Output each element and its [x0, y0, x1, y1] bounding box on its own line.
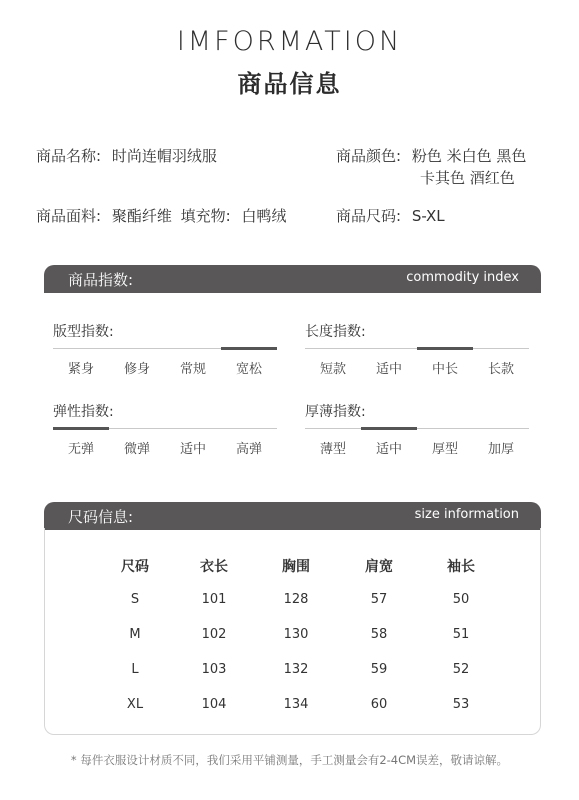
- commodity-index-bar: [44, 265, 541, 293]
- scale-selected-marker: [221, 347, 277, 350]
- product-color-label: 商品颜色:: [336, 147, 402, 165]
- product-filling-label: 填充物:: [180, 207, 231, 225]
- table-cell: 53: [452, 697, 470, 712]
- product-fabric: [36, 205, 287, 227]
- product-name: [36, 145, 217, 167]
- scale-option: 适中: [375, 442, 402, 457]
- thickness-index-title: 厚薄指数:: [305, 404, 366, 420]
- table-cell: L: [131, 662, 139, 677]
- size-information-title-en: size information: [414, 507, 519, 522]
- scale-selected-marker: [417, 347, 473, 350]
- scale-option: 无弹: [67, 442, 94, 457]
- table-cell: 51: [452, 627, 470, 642]
- elasticity-index-title: 弹性指数:: [53, 404, 114, 420]
- product-color-value: 粉色 米白色 黑色: [411, 147, 527, 165]
- title-english: IMFORMATION: [176, 26, 403, 57]
- scale-option: 常规: [179, 362, 206, 377]
- scale-selected-marker: [53, 427, 109, 430]
- scale-option: 中长: [431, 362, 458, 377]
- commodity-index-title: 商品指数:: [68, 271, 134, 289]
- product-name-value: 时尚连帽羽绒服: [111, 147, 217, 165]
- table-cell: 132: [283, 662, 309, 677]
- product-size-label: 商品尺码:: [336, 207, 402, 225]
- scale-option: 宽松: [235, 362, 262, 377]
- product-color: [336, 145, 526, 167]
- scale-option: 加厚: [487, 442, 514, 457]
- measurement-footnote: * 每件衣服设计材质不同，我们采用平铺测量，手工测量会有2-4CM误差，敬请谅解。: [70, 753, 509, 767]
- commodity-index-title-en: commodity index: [406, 270, 519, 285]
- scale-option: 长款: [487, 362, 514, 377]
- thickness-index-scale: [305, 428, 529, 457]
- title-chinese: 商品信息: [237, 70, 342, 98]
- table-cell: 60: [370, 697, 388, 712]
- scale-option: 高弹: [235, 442, 262, 457]
- product-name-label: 商品名称:: [36, 147, 102, 165]
- product-size: [336, 205, 445, 227]
- scale-option: 薄型: [319, 442, 346, 457]
- length-index-title: 长度指数:: [305, 324, 366, 340]
- table-cell: 128: [283, 592, 309, 607]
- table-cell: 57: [370, 592, 388, 607]
- table-cell: S: [130, 592, 140, 607]
- product-filling-value: 白鸭绒: [241, 207, 287, 225]
- product-fabric-value: 聚酯纤维: [111, 207, 172, 225]
- table-cell: XL: [126, 697, 144, 712]
- scale-option: 适中: [375, 362, 402, 377]
- scale-line: [305, 428, 529, 429]
- size-information-bar: [44, 502, 541, 530]
- table-cell: 103: [201, 662, 227, 677]
- table-header: 衣长: [200, 559, 228, 575]
- scale-selected-marker: [361, 427, 417, 430]
- table-cell: 59: [370, 662, 388, 677]
- table-cell: 52: [452, 662, 470, 677]
- table-cell: 130: [283, 627, 309, 642]
- scale-option: 适中: [179, 442, 206, 457]
- product-fabric-label: 商品面料:: [36, 207, 102, 225]
- fit-index-title: 版型指数:: [53, 324, 114, 340]
- table-cell: 104: [201, 697, 227, 712]
- table-header: 尺码: [121, 559, 149, 575]
- table-cell: 134: [283, 697, 309, 712]
- scale-option: 修身: [123, 362, 150, 377]
- table-cell: 101: [201, 592, 227, 607]
- product-size-value: S-XL: [411, 207, 445, 225]
- table-header: 胸围: [282, 559, 310, 575]
- table-cell: 102: [201, 627, 227, 642]
- product-color-value-2: 卡其色 酒红色: [420, 169, 515, 187]
- scale-option: 厚型: [431, 442, 458, 457]
- table-cell: M: [129, 627, 141, 642]
- fit-index-scale: [53, 348, 277, 377]
- size-table: [44, 528, 541, 735]
- scale-option: 短款: [319, 362, 346, 377]
- table-header: 肩宽: [365, 559, 393, 575]
- table-cell: 50: [452, 592, 470, 607]
- table-cell: 58: [370, 627, 388, 642]
- length-index-scale: [305, 348, 529, 377]
- scale-option: 微弹: [123, 442, 150, 457]
- scale-option: 紧身: [67, 362, 94, 377]
- size-information-title: 尺码信息:: [68, 508, 134, 526]
- elasticity-index-scale: [53, 428, 277, 457]
- table-header: 袖长: [447, 559, 475, 575]
